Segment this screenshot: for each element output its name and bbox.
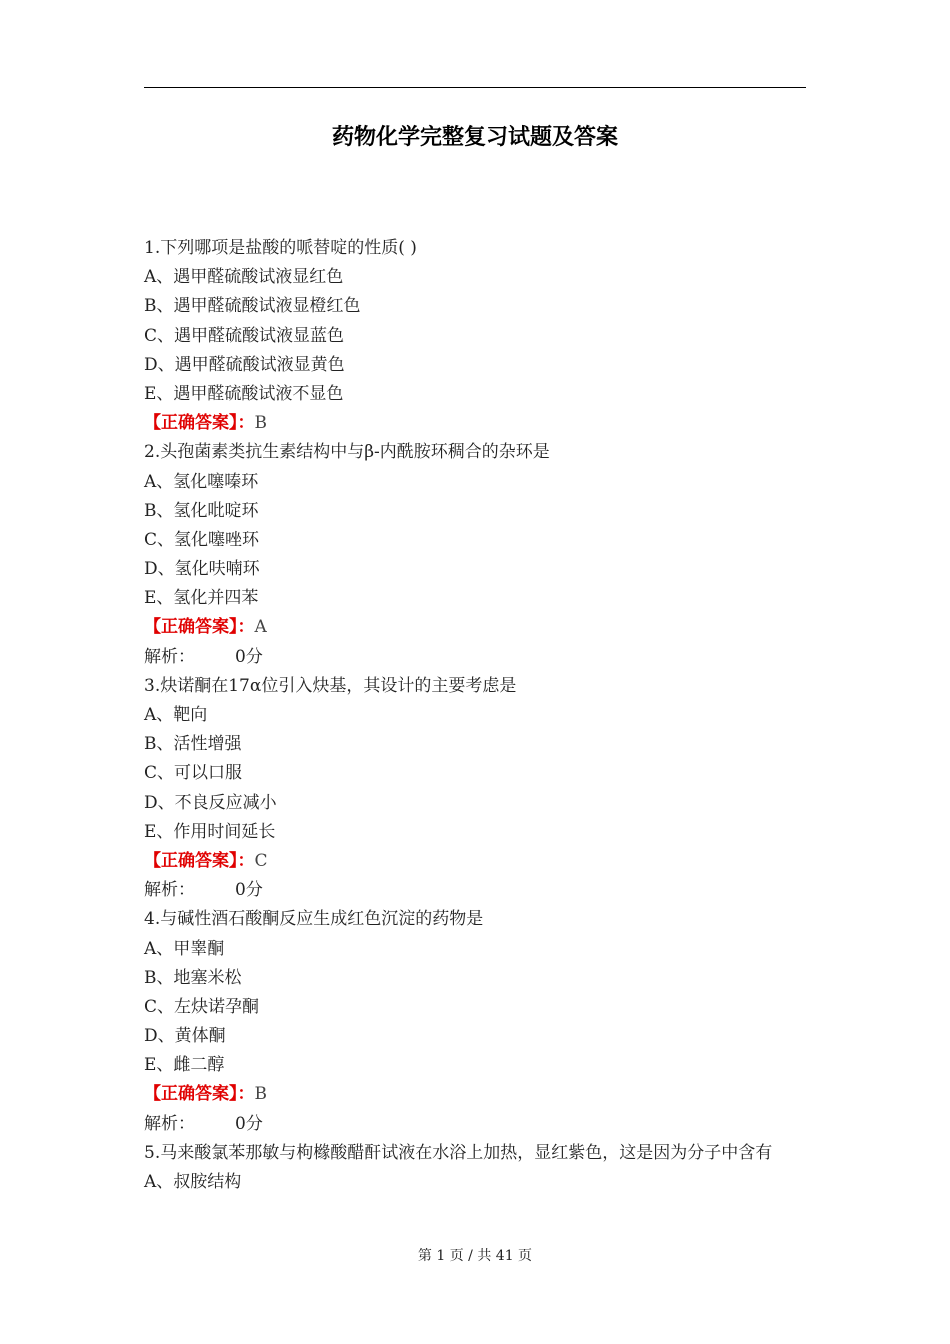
answer-value: C: [254, 850, 268, 871]
answer-line: [144, 613, 804, 642]
analysis-line: [144, 876, 804, 905]
option-c: C、氢化噻唑环: [144, 529, 260, 550]
analysis-line: [144, 643, 804, 672]
question-stem: 1.下列哪项是盐酸的哌替啶的性质( ): [144, 238, 417, 258]
page-title: 药物化学完整复习试题及答案: [331, 125, 618, 150]
option-b: B、氢化吡啶环: [144, 500, 259, 521]
question-stem: 4.与碱性酒石酸酮反应生成红色沉淀的药物是: [144, 909, 484, 930]
option-c: C、左炔诺孕酮: [144, 996, 260, 1017]
option-a: A、氢化噻嗪环: [144, 471, 259, 492]
answer-line: [144, 1080, 804, 1109]
analysis-label: 解析：: [144, 1113, 195, 1134]
answer-line: [144, 409, 804, 438]
option-e: E、氢化并四苯: [144, 588, 259, 609]
answer-value: B: [254, 413, 267, 434]
option-d: D、黄体酮: [144, 1026, 226, 1047]
answer-label: 【正确答案】：: [144, 617, 255, 638]
answer-value: B: [254, 1084, 267, 1105]
analysis-label: 解析：: [144, 880, 195, 901]
question-stem: 5.马来酸氯苯那敏与枸橼酸醋酐试液在水浴上加热，显红紫色，这是因为分子中含有: [144, 1142, 773, 1163]
question-stem: 2.头孢菌素类抗生素结构中与β-内酰胺环稠合的杂环是: [144, 442, 550, 463]
answer-label: 【正确答案】：: [144, 413, 255, 434]
option-d: D、不良反应减小: [144, 792, 277, 813]
option-c: C、可以口服: [144, 763, 243, 784]
analysis-score: 0分: [235, 1113, 263, 1134]
option-b: B、活性增强: [144, 734, 242, 755]
option-d: D、遇甲醛硫酸试液显黄色: [144, 354, 345, 375]
analysis-score: 0分: [235, 646, 263, 667]
option-b: B、地塞米松: [144, 967, 242, 988]
option-b: B、遇甲醛硫酸试液显橙红色: [144, 296, 361, 317]
analysis-score: 0分: [235, 880, 263, 901]
answer-line: [144, 847, 804, 876]
answer-label: 【正确答案】：: [144, 1084, 255, 1105]
option-e: E、作用时间延长: [144, 821, 276, 842]
option-a: A、叔胺结构: [144, 1172, 242, 1193]
analysis-line: [144, 1110, 804, 1139]
option-c: C、遇甲醛硫酸试液显蓝色: [144, 325, 345, 346]
option-a: A、靶向: [144, 705, 208, 725]
option-a: A、遇甲醛硫酸试液显红色: [144, 267, 344, 288]
option-d: D、氢化呋喃环: [144, 559, 260, 580]
header-rule: [144, 87, 806, 88]
answer-value: A: [254, 617, 267, 638]
question-stem: 3.炔诺酮在17α位引入炔基，其设计的主要考虑是: [144, 675, 517, 696]
question-list: [144, 234, 804, 1197]
analysis-label: 解析：: [144, 646, 195, 667]
page-footer: 第 1 页 / 共 41 页: [417, 1248, 533, 1264]
option-e: E、雌二醇: [144, 1055, 225, 1076]
answer-label: 【正确答案】：: [144, 850, 255, 871]
option-e: E、遇甲醛硫酸试液不显色: [144, 383, 344, 404]
option-a: A、甲睾酮: [144, 938, 225, 959]
